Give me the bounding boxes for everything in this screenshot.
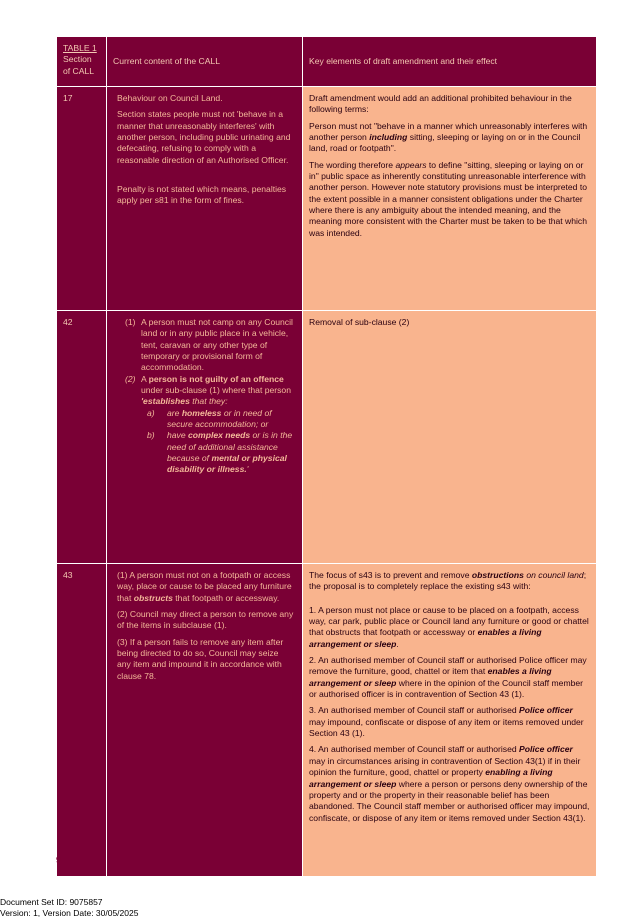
section-number: 43 [57,564,107,877]
key-elements-cell [303,311,597,564]
table-row [57,87,597,311]
key-paragraph [309,744,590,823]
header-key-elements: Key elements of draft amendment and their effect [303,37,597,87]
emphasis-text: obstructions [471,570,524,580]
emphasis-text: Police officer [519,705,573,716]
header-of-call-label: of CALL [63,65,95,76]
text-run: ; the proposal is to completely replace the existing s43 with: [309,570,587,592]
penalty-note: Penalty is not stated which means, penalties apply per s81 in the form of fines. [117,184,287,206]
section-number: 42 [57,311,107,564]
text-run: The wording therefore [309,159,396,170]
key-elements-cell [303,87,597,311]
header-section-label: Section [63,54,92,65]
list-item [147,430,294,475]
clause-paragraph: (3) If a person fails to remove any item after being directed to do so, Council may seize any item and impound it in accordance with clause 78. [117,636,284,681]
text-run: have [167,430,189,441]
text-run: on [523,570,539,580]
emphasis-text: enabling a living arrangement or sleep [309,767,553,789]
list-marker: a) [147,407,155,418]
text-run: where in the opinion of the Council staff member or authorised officer is in contravention of Section 43 (1). [309,677,584,700]
text-run: 1. A person must not place or cause to be placed on a footpath, access way, car park, public place or Council land any furniture or good or chattel that obstructs that footpath or accessway or [309,604,589,638]
list-item [125,374,294,476]
emphasis-text: complex needs [188,430,251,441]
list-marker: b) [147,430,155,441]
clause-paragraph [117,570,294,604]
emphasis-text: council land [538,570,584,580]
text-run: or in need of secure accommodation; or [167,407,272,430]
clause-list [111,317,294,476]
table-label: TABLE 1 [63,43,97,53]
text-run: are [167,407,182,418]
emphasis-text: enables a living arrangement or sleep [309,666,552,688]
clause-text: A person must not camp on any Council land or in any public place in a vehicle, tent, caravan or any other type of temporary or provisional form of accommodation. [141,317,293,373]
page-number: 9 [56,855,62,865]
text-run: that they: [189,396,228,407]
current-content-cell [107,311,303,564]
table-row [57,564,597,877]
text-run: (1) A person must not on a footpath or access way, place or cause to be placed any furniture that [117,570,292,603]
text-run: may impound, confiscate or dispose of any item or items removed under Section 43 (1). [309,716,584,739]
key-paragraph [309,121,590,155]
comparison-table [56,36,597,877]
text-run: 2. An authorised member of Council staff or authorised Police officer may remove the furniture, good, chattel or item that [309,655,587,677]
key-paragraph: Removal of sub-clause (2) [309,317,410,327]
sub-clause-list [141,408,294,476]
key-paragraph [309,570,590,593]
emphasis-text: mental or physical disability or illness. [167,453,287,475]
list-marker: (1) [125,317,136,327]
text-run: A [141,373,149,384]
emphasis-text: person is not guilty of an offence [148,373,284,384]
text-run: or is in the need of additional assistance because of [167,430,293,464]
list-marker: (2) [125,373,136,384]
text-run: 3. An authorised member of Council staff or authorised [309,705,520,716]
text-run: sitting, sleeping or laying on or in the Council land, road or footpath". [309,132,581,154]
section-number: 17 [57,87,107,311]
document-id: Document Set ID: 9075857 [0,897,103,907]
emphasis-text: Police officer [519,744,573,755]
text-run: 4. An authorised member of Council staff or authorised [309,744,520,755]
emphasis-text: appears [395,159,427,170]
list-item [147,408,294,431]
text-run: where a person or persons deny ownership of the property and or the property in their reasonable belief has been abandoned. The Council staff member or authorised officer may impound, confiscate, or dispose of any item or items removed under Section 43(1). [309,778,590,823]
list-item [125,317,294,374]
text-run: that footpath or accessway. [172,592,280,603]
emphasis-text: homeless [181,407,222,418]
key-paragraph [309,160,590,239]
table-header-row [57,37,597,87]
key-elements-cell [303,564,597,877]
section-title: Behaviour on Council Land. [117,93,223,103]
clause-paragraph: (2) Council may direct a person to remove any of the items in subclause (1). [117,609,294,631]
current-content-cell [107,564,303,877]
text-run: . [396,638,399,649]
text-run: to define "sitting, sleeping or laying on or in" public space as inherently constituting unreasonable interference with another person. However note statutory provisions must be interpreted to the extent possible in a manner consistent obligations under the Charter where there is any ambiguity about the intended meaning, and the meaning more consistent with the Charter must be taken to be that which was intended. [309,159,588,238]
emphasis-text: including [369,132,408,143]
version-line: Version: 1, Version Date: 30/05/2025 [0,908,139,918]
header-section-cell [57,37,107,87]
text-run: The focus of s43 is to prevent and remove [309,570,472,580]
text-run: may in circumstances arising in contravention of Section 43(1) if in their opinion the furniture, good, chattel or property [309,755,581,778]
emphasis-text: obstructs [133,592,173,603]
table-row [57,311,597,564]
text-run: under sub-clause (1) where that person [141,385,291,396]
key-paragraph [309,605,590,650]
text-run: ' [246,464,249,475]
emphasis-text: 'establishes [141,396,190,407]
current-content-cell [107,87,303,311]
emphasis-text: enables a living arrangement or sleep [309,627,542,649]
key-paragraph [309,655,590,700]
section-body: Section states people must not 'behave in a manner that unreasonably interferes' with another person, including public urinating and defecating, refusing to comply with a reasonable direction of an Authorised Officer. [117,109,291,165]
key-paragraph [309,705,590,739]
text-run: Person must not "behave in a manner which unreasonably interferes with another person [309,120,588,143]
key-paragraph: Draft amendment would add an additional prohibited behaviour in the following terms: [309,93,572,115]
header-current-content: Current content of the CALL [107,37,303,87]
